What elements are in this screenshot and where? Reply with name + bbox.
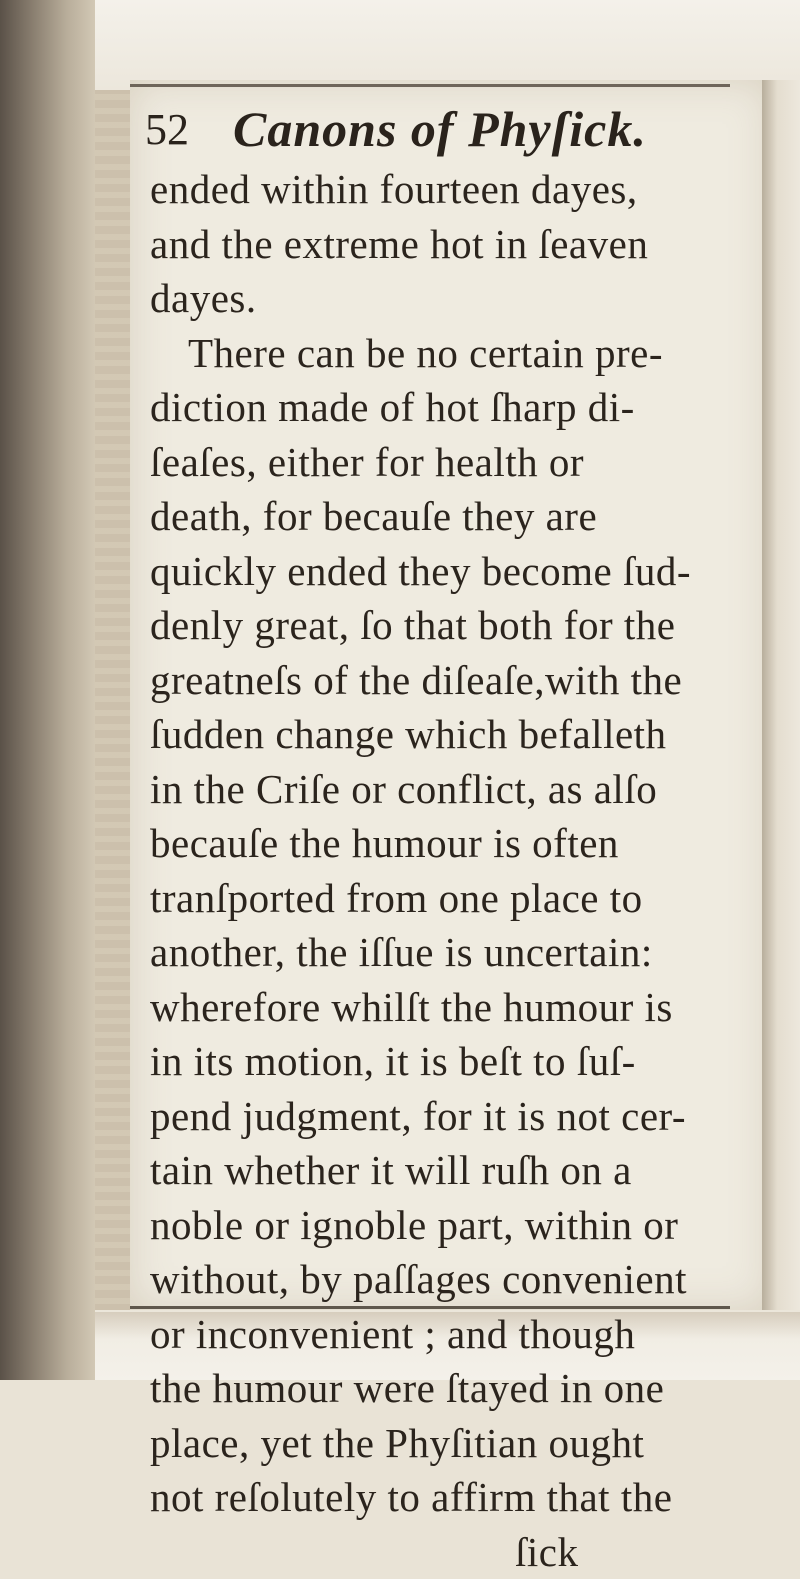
text-line: There can be no certain pre-: [150, 326, 750, 381]
text-line: tranſported from one place to: [150, 871, 750, 926]
text-line: wherefore whilſt the humour is: [150, 980, 750, 1035]
text-line: another, the iſſue is uncertain:: [150, 925, 750, 980]
text-line: ſudden change which befalleth: [150, 707, 750, 762]
text-line: ſeaſes, either for health or: [150, 435, 750, 490]
top-margin: [95, 0, 800, 90]
running-head: Canons of Phyſick.: [233, 100, 647, 158]
body-text: [150, 162, 750, 1579]
text-line: without, by paſſages convenient: [150, 1252, 750, 1307]
text-line: and the extreme hot in ſeaven: [150, 217, 750, 272]
book-binding-shadow: [0, 0, 95, 1380]
adjacent-page-edge: [762, 80, 800, 1310]
text-line: greatneſs of the diſeaſe,with the: [150, 653, 750, 708]
text-line: dayes.: [150, 271, 750, 326]
text-line: denly great, ſo that both for the: [150, 598, 750, 653]
text-line: not reſolutely to affirm that the: [150, 1470, 750, 1525]
text-line: place, yet the Phyſitian ought: [150, 1416, 750, 1471]
page-header: [145, 100, 745, 160]
page-edge-texture: [95, 80, 135, 1310]
top-border-rule: [130, 84, 730, 87]
text-line: death, for becauſe they are: [150, 489, 750, 544]
text-line: quickly ended they become ſud-: [150, 544, 750, 599]
text-line: in the Criſe or conflict, as alſo: [150, 762, 750, 817]
text-line: pend judgment, for it is not cer-: [150, 1089, 750, 1144]
text-line: diction made of hot ſharp di-: [150, 380, 750, 435]
text-line: noble or ignoble part, within or: [150, 1198, 750, 1253]
text-line: ended within fourteen dayes,: [150, 162, 750, 217]
text-line: or inconvenient ; and though: [150, 1307, 750, 1362]
text-line: the humour were ſtayed in one: [150, 1361, 750, 1416]
text-line: in its motion, it is beſt to ſuſ-: [150, 1034, 750, 1089]
page-number: 52: [145, 104, 189, 155]
text-line: becauſe the humour is often: [150, 816, 750, 871]
catchword: ſick: [150, 1525, 750, 1579]
text-line: tain whether it will ruſh on a: [150, 1143, 750, 1198]
